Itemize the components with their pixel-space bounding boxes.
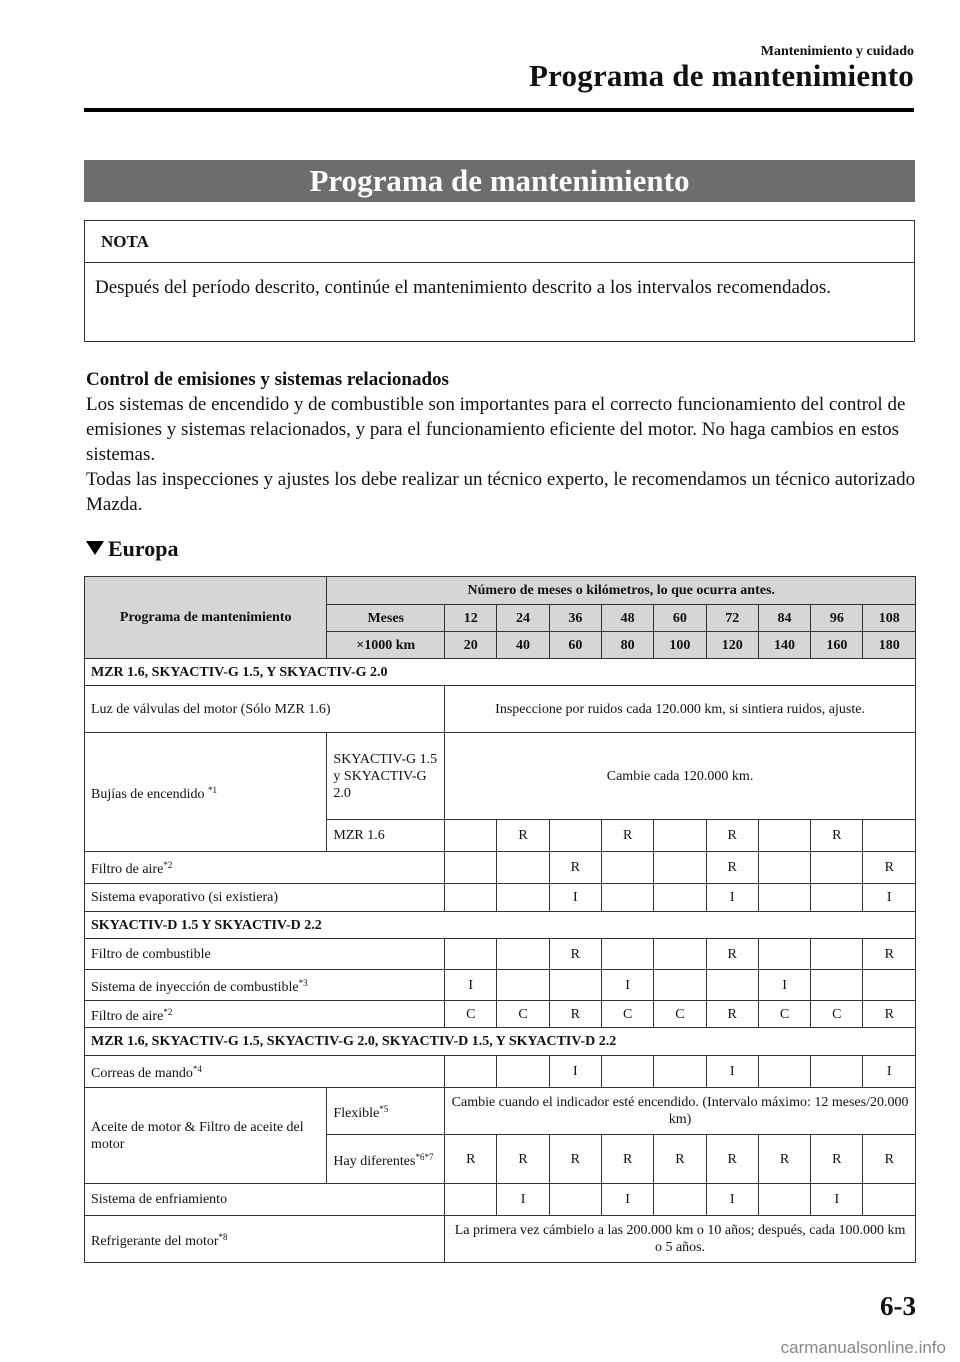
km-cell: 180 bbox=[863, 632, 916, 659]
cell: R bbox=[497, 1135, 549, 1184]
cell bbox=[758, 820, 810, 852]
cell bbox=[654, 852, 706, 884]
cell: R bbox=[706, 1135, 758, 1184]
schedule-header: Programa de mantenimiento bbox=[85, 577, 327, 659]
months-label: Meses bbox=[327, 605, 445, 632]
cell: R bbox=[706, 1001, 758, 1028]
month-cell: 24 bbox=[497, 605, 549, 632]
cell bbox=[758, 852, 810, 884]
row-label bbox=[85, 970, 445, 1001]
cell: R bbox=[758, 1135, 810, 1184]
month-cell: 108 bbox=[863, 605, 916, 632]
km-cell: 160 bbox=[811, 632, 863, 659]
table-row bbox=[85, 686, 916, 733]
cell bbox=[445, 820, 497, 852]
header-section: Mantenimiento y cuidado bbox=[760, 44, 914, 59]
row-label-text: Refrigerante del motor bbox=[91, 1233, 219, 1249]
interval-header: Número de meses o kilómetros, lo que ocurra antes. bbox=[327, 577, 916, 605]
km-cell: 20 bbox=[445, 632, 497, 659]
row-label: Aceite de motor & Filtro de aceite del motor bbox=[85, 1088, 327, 1184]
cell: I bbox=[863, 884, 916, 912]
row-label bbox=[85, 852, 445, 884]
cell bbox=[549, 820, 601, 852]
cell: R bbox=[549, 939, 601, 970]
table-row bbox=[85, 970, 916, 1001]
row-label bbox=[85, 733, 327, 852]
km-label: ×1000 km bbox=[327, 632, 445, 659]
emissions-body bbox=[86, 392, 916, 517]
cell: R bbox=[654, 1135, 706, 1184]
row-label: Sistema evaporativo (si existiera) bbox=[85, 884, 445, 912]
cell bbox=[601, 1056, 653, 1088]
row-label-text: Filtro de aire bbox=[91, 1008, 164, 1024]
sub-label bbox=[327, 1088, 445, 1135]
km-cell: 80 bbox=[601, 632, 653, 659]
cell bbox=[654, 1184, 706, 1216]
sub-label: SKYACTIV-G 1.5 y SKYACTIV-G 2.0 bbox=[327, 733, 445, 820]
group-heading: SKYACTIV-D 1.5 Y SKYACTIV-D 2.2 bbox=[85, 912, 916, 939]
cell: R bbox=[601, 820, 653, 852]
cell: C bbox=[445, 1001, 497, 1028]
cell: R bbox=[706, 852, 758, 884]
page-number: 6-3 bbox=[880, 1291, 916, 1321]
cell bbox=[863, 1184, 916, 1216]
cell bbox=[497, 852, 549, 884]
cell bbox=[863, 820, 916, 852]
emissions-paragraph-1: Los sistemas de encendido y de combustible son importantes para el correcto funcionamiento del control de emisiones y sistemas relacionados, y para el funcionamiento eficiente del motor. No haga cambios en estos sistemas. bbox=[86, 394, 906, 465]
month-cell: 60 bbox=[654, 605, 706, 632]
table-row bbox=[85, 1184, 916, 1216]
cell bbox=[445, 1056, 497, 1088]
row-label-text: Sistema de inyección de combustible bbox=[91, 979, 299, 995]
footnote-mark: *4 bbox=[192, 1064, 202, 1074]
cell: R bbox=[549, 852, 601, 884]
row-note: Cambie cuando el indicador esté encendido. (Intervalo máximo: 12 meses/20.000 km) bbox=[445, 1088, 916, 1135]
cell bbox=[811, 884, 863, 912]
month-cell: 48 bbox=[601, 605, 653, 632]
cell bbox=[811, 852, 863, 884]
cell: R bbox=[706, 939, 758, 970]
region-label: Europa bbox=[108, 536, 179, 561]
watermark: carmanualsonline.info bbox=[780, 1338, 946, 1357]
row-label bbox=[85, 1001, 445, 1028]
km-cell: 140 bbox=[758, 632, 810, 659]
cell bbox=[758, 1184, 810, 1216]
cell bbox=[654, 1056, 706, 1088]
note-label: NOTA bbox=[85, 221, 914, 263]
cell: I bbox=[706, 1056, 758, 1088]
month-cell: 36 bbox=[549, 605, 601, 632]
month-cell: 84 bbox=[758, 605, 810, 632]
cell: I bbox=[706, 1184, 758, 1216]
cell: R bbox=[549, 1135, 601, 1184]
cell bbox=[758, 1056, 810, 1088]
row-note: Inspeccione por ruidos cada 120.000 km, si sintiera ruidos, ajuste. bbox=[445, 686, 916, 733]
cell: R bbox=[497, 820, 549, 852]
cell: I bbox=[445, 970, 497, 1001]
cell: R bbox=[863, 939, 916, 970]
sub-label-text: Flexible bbox=[333, 1105, 380, 1121]
cell: R bbox=[549, 1001, 601, 1028]
month-cell: 96 bbox=[811, 605, 863, 632]
cell bbox=[497, 939, 549, 970]
footnote-mark: *5 bbox=[379, 1103, 389, 1114]
cell bbox=[549, 970, 601, 1001]
cell bbox=[497, 884, 549, 912]
cell: R bbox=[601, 1135, 653, 1184]
cell: I bbox=[758, 970, 810, 1001]
month-cell: 12 bbox=[445, 605, 497, 632]
footnote-mark: *3 bbox=[298, 977, 308, 988]
km-cell: 100 bbox=[654, 632, 706, 659]
cell: R bbox=[863, 1001, 916, 1028]
km-cell: 60 bbox=[549, 632, 601, 659]
cell: R bbox=[863, 852, 916, 884]
cell bbox=[758, 939, 810, 970]
sub-label-text: Hay diferentes bbox=[333, 1153, 416, 1169]
cell: R bbox=[811, 820, 863, 852]
cell: I bbox=[549, 884, 601, 912]
note-box bbox=[84, 220, 915, 342]
cell: I bbox=[811, 1184, 863, 1216]
cell bbox=[601, 852, 653, 884]
row-label bbox=[85, 1056, 445, 1088]
cell: C bbox=[497, 1001, 549, 1028]
region-heading bbox=[86, 536, 179, 562]
row-label: Sistema de enfriamiento bbox=[85, 1184, 445, 1216]
table-row bbox=[85, 1001, 916, 1028]
cell bbox=[811, 1056, 863, 1088]
row-label bbox=[85, 1216, 445, 1263]
group-heading: MZR 1.6, SKYACTIV-G 1.5, SKYACTIV-G 2.0, SKYACTIV-D 1.5, Y SKYACTIV-D 2.2 bbox=[85, 1028, 916, 1056]
emissions-paragraph-2: Todas las inspecciones y ajustes los debe realizar un técnico experto, le recomendamos un técnico autorizado Mazda. bbox=[86, 469, 916, 515]
row-note: La primera vez cámbielo a las 200.000 km o 10 años; después, cada 100.000 km o 5 años. bbox=[445, 1216, 916, 1263]
row-label-text: Correas de mando bbox=[91, 1066, 193, 1081]
cell bbox=[811, 970, 863, 1001]
row-label: Luz de válvulas del motor (Sólo MZR 1.6) bbox=[85, 686, 445, 733]
cell: I bbox=[863, 1056, 916, 1088]
header-rule bbox=[84, 108, 914, 112]
table-row bbox=[85, 1216, 916, 1263]
km-cell: 120 bbox=[706, 632, 758, 659]
emissions-title: Control de emisiones y sistemas relacionados bbox=[86, 369, 449, 390]
section-banner: Programa de mantenimiento bbox=[84, 160, 915, 202]
sub-label: MZR 1.6 bbox=[327, 820, 445, 852]
note-text: Después del período descrito, continúe el mantenimiento descrito a los intervalos recomendados. bbox=[95, 277, 832, 298]
cell bbox=[811, 939, 863, 970]
footnote-mark: *6*7 bbox=[415, 1151, 434, 1162]
sub-label bbox=[327, 1135, 445, 1184]
cell bbox=[654, 820, 706, 852]
cell: R bbox=[706, 820, 758, 852]
cell: R bbox=[445, 1135, 497, 1184]
cell bbox=[758, 884, 810, 912]
cell bbox=[654, 939, 706, 970]
cell bbox=[497, 970, 549, 1001]
cell bbox=[863, 970, 916, 1001]
row-label: Filtro de combustible bbox=[85, 939, 445, 970]
cell bbox=[654, 970, 706, 1001]
table-row bbox=[85, 884, 916, 912]
cell: C bbox=[601, 1001, 653, 1028]
row-label-text: Bujías de encendido bbox=[91, 786, 205, 802]
table-row bbox=[85, 733, 916, 820]
footnote-mark: *2 bbox=[163, 860, 173, 870]
cell bbox=[601, 884, 653, 912]
header-title: Programa de mantenimiento bbox=[529, 58, 914, 93]
cell bbox=[497, 1056, 549, 1088]
row-note: Cambie cada 120.000 km. bbox=[445, 733, 916, 820]
footnote-mark: *8 bbox=[218, 1231, 228, 1242]
cell bbox=[445, 884, 497, 912]
table-row bbox=[85, 1088, 916, 1135]
cell: R bbox=[863, 1135, 916, 1184]
footnote-mark: *1 bbox=[208, 784, 218, 795]
table-row bbox=[85, 1056, 916, 1088]
cell: C bbox=[758, 1001, 810, 1028]
cell bbox=[445, 1184, 497, 1216]
km-cell: 40 bbox=[497, 632, 549, 659]
maintenance-table bbox=[84, 576, 916, 1263]
footnote-mark: *2 bbox=[163, 1006, 173, 1017]
cell: I bbox=[549, 1056, 601, 1088]
cell bbox=[445, 939, 497, 970]
cell: R bbox=[811, 1135, 863, 1184]
cell bbox=[601, 939, 653, 970]
cell bbox=[654, 884, 706, 912]
table-row bbox=[85, 939, 916, 970]
cell bbox=[445, 852, 497, 884]
cell: I bbox=[601, 970, 653, 1001]
cell: I bbox=[706, 884, 758, 912]
cell bbox=[549, 1184, 601, 1216]
triangle-down-icon bbox=[86, 541, 104, 555]
table-row bbox=[85, 852, 916, 884]
cell: I bbox=[601, 1184, 653, 1216]
month-cell: 72 bbox=[706, 605, 758, 632]
cell: C bbox=[811, 1001, 863, 1028]
cell: I bbox=[497, 1184, 549, 1216]
group-heading: MZR 1.6, SKYACTIV-G 1.5, Y SKYACTIV-G 2.0 bbox=[85, 659, 916, 686]
row-label-text: Filtro de aire bbox=[91, 862, 164, 877]
cell: C bbox=[654, 1001, 706, 1028]
cell bbox=[706, 970, 758, 1001]
